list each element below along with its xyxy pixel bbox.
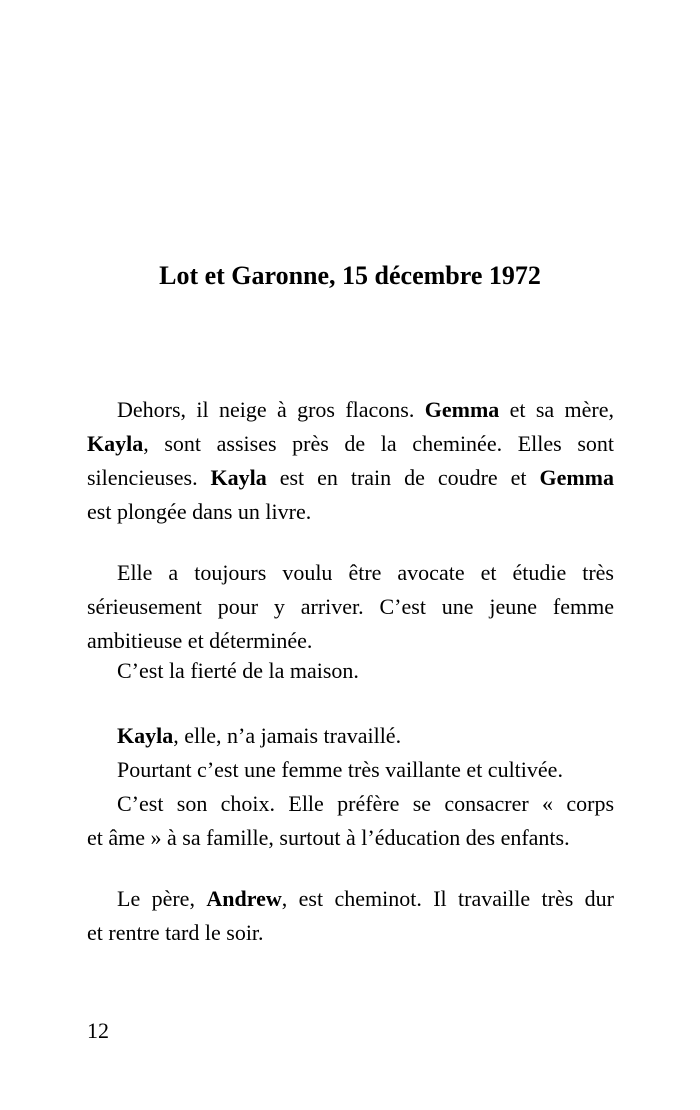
text-line: sérieusement pour y arriver. C’est une jeune femme <box>87 594 614 619</box>
text-line: C’est son choix. Elle préfère se consacrer « corps <box>117 791 614 816</box>
text-line: Kayla, sont assises près de la cheminée. Elles sont <box>87 431 614 456</box>
paragraph-4 <box>87 719 614 753</box>
text-line: Dehors, il neige à gros flacons. Gemma et sa mère, <box>117 397 615 422</box>
text-line: Le père, Andrew, est cheminot. Il travaille très dur <box>117 886 614 911</box>
paragraph-7 <box>87 882 614 950</box>
paragraph-2 <box>87 556 614 658</box>
paragraph-3 <box>87 654 614 688</box>
text-line: et rentre tard le soir. <box>87 920 264 945</box>
text-line: Pourtant c’est une femme très vaillante et cultivée. <box>117 757 563 782</box>
paragraph-1 <box>87 393 614 529</box>
text-line: C’est la fierté de la maison. <box>117 658 359 683</box>
chapter-title: Lot et Garonne, 15 décembre 1972 <box>159 261 541 290</box>
text-line: Elle a toujours voulu être avocate et étudie très <box>117 560 614 585</box>
paragraph-6 <box>87 787 627 855</box>
text-line: Kayla, elle, n’a jamais travaillé. <box>117 723 402 748</box>
page-number: 12 <box>87 1018 109 1043</box>
text-line: ambitieuse et déterminée. <box>87 628 313 653</box>
text-line: silencieuses. Kayla est en train de coudre et Gemma <box>87 465 614 490</box>
text-line: est plongée dans un livre. <box>87 499 312 524</box>
paragraph-5 <box>87 753 614 787</box>
text-line: et âme » à sa famille, surtout à l’éducation des enfants. <box>87 825 570 850</box>
